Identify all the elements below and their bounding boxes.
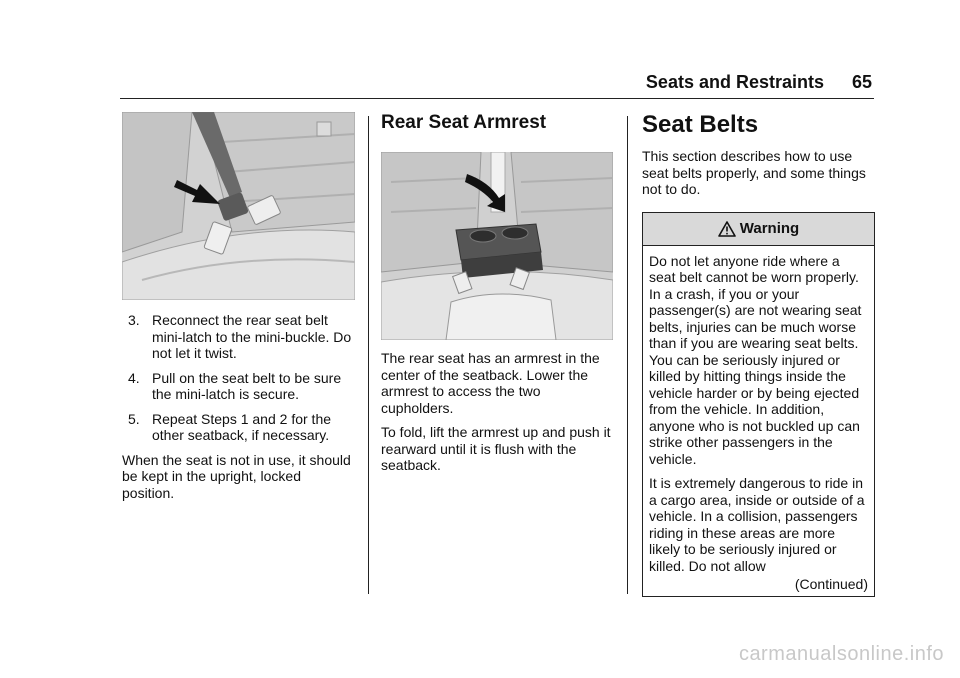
seat-belts-heading: Seat Belts (642, 111, 759, 138)
steps-list (122, 312, 356, 444)
warning-paragraph-1: Do not let anyone ride where a seat belt cannot be worn properly. In a crash, if you or your passenger(s) are not wearing seat belts, injuries can be much worse than if you are wearing seat belts. You can be seriously injured or killed by hitting things inside the vehicle harder or by being ejected from the vehicle. In addition, anyone who is not buckled up can strike other passengers in the vehicle. (649, 252, 862, 467)
step-number: 4. (128, 369, 140, 386)
list-item (122, 312, 356, 362)
step-number: 5. (128, 410, 140, 427)
step-text: Pull on the seat belt to be sure the mini-latch is secure. (152, 369, 342, 402)
column-divider-1 (368, 116, 369, 594)
armrest-paragraph-2: To fold, lift the armrest up and push it rearward until it is flush with the seatback. (381, 424, 611, 473)
warning-body (643, 246, 874, 597)
armrest-heading: Rear Seat Armrest (381, 112, 547, 133)
list-item (122, 370, 356, 403)
seat-belts-intro: This section describes how to use seat belts properly, and some things not to do. (642, 148, 866, 197)
warning-header (643, 213, 874, 246)
warning-title: Warning (739, 220, 800, 237)
watermark: carmanualsonline.info (738, 643, 944, 665)
storage-paragraph: When the seat is not in use, it should be kept in the upright, locked position. (122, 451, 351, 501)
step-number: 3. (128, 312, 140, 328)
page-header (0, 0, 960, 100)
right-column (642, 112, 875, 597)
armrest-drawing (381, 152, 613, 340)
header-rule (120, 98, 874, 99)
seat-belt-latch-drawing (122, 112, 355, 300)
page-number: 65 (851, 72, 872, 92)
seat-belt-latch-illustration (122, 112, 355, 300)
column-divider-2 (627, 116, 628, 594)
continued-label: (Continued) (794, 576, 868, 592)
warning-box (642, 212, 875, 598)
left-column (122, 112, 356, 509)
warning-triangle-icon (718, 221, 736, 237)
middle-column (381, 112, 614, 482)
warning-paragraph-2: It is extremely dangerous to ride in a cargo area, inside or outside of a vehicle. In a collision, passengers riding in these areas are more likely to be seriously injured or killed. Do not allow (649, 475, 865, 574)
list-item (122, 411, 356, 444)
step-text: Reconnect the rear seat belt mini-latch to the mini-buckle. Do not let it twist. (152, 312, 352, 361)
section-title: Seats and Restraints (645, 72, 824, 92)
armrest-paragraph-1: The rear seat has an armrest in the center of the seatback. Lower the armrest to access the two cupholders. (381, 350, 600, 416)
armrest-illustration (381, 152, 613, 340)
step-text: Repeat Steps 1 and 2 for the other seatback, if necessary. (152, 410, 332, 443)
